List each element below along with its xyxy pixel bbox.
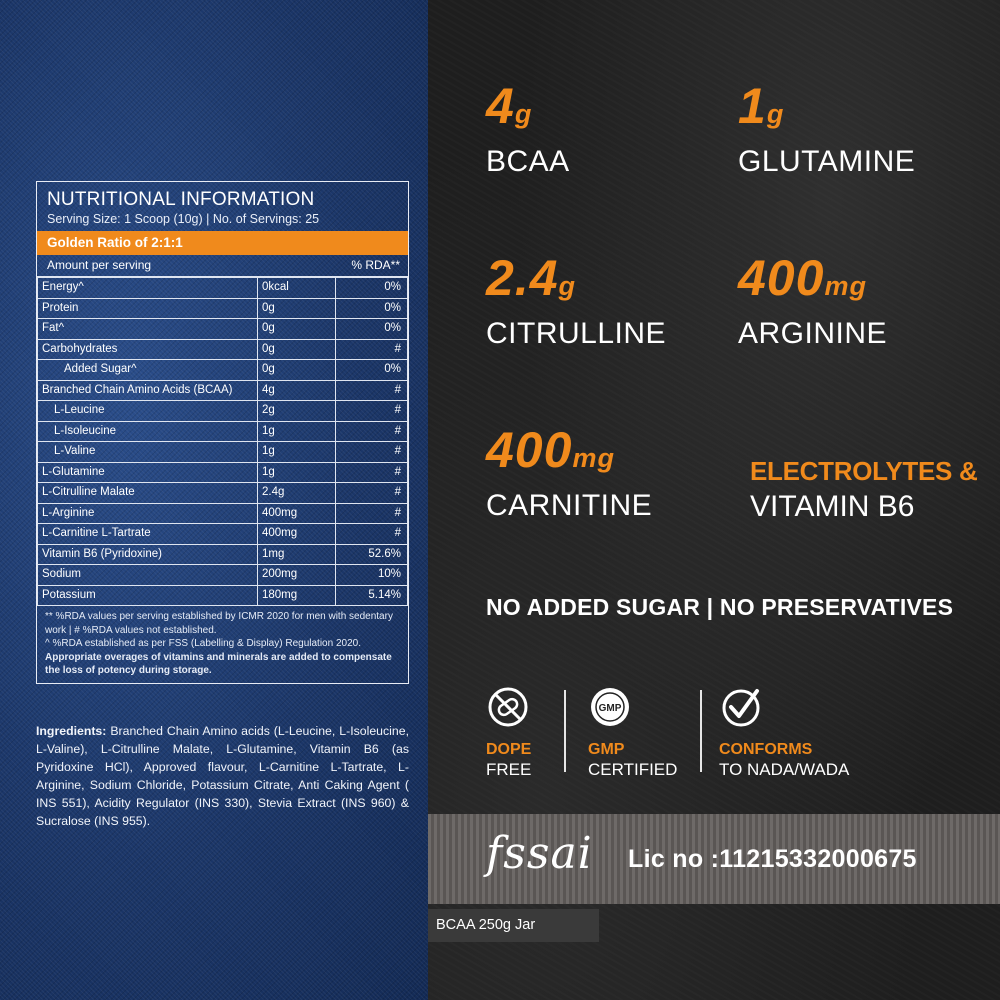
nutrient-value: 400mg xyxy=(258,524,336,545)
nutrient-rda: 5.14% xyxy=(336,585,408,606)
note-overages: Appropriate overages of vitamins and minerals are added to compensate the loss of potency during storage. xyxy=(45,651,392,676)
table-row xyxy=(38,585,408,606)
amount-header-row xyxy=(37,255,408,277)
note-fss: ^ %RDA established as per FSS (Labelling & Display) Regulation 2020. xyxy=(45,638,361,649)
nutrient-rda: # xyxy=(336,421,408,442)
nutrient-name: Carbohydrates xyxy=(38,339,258,360)
stat-number: 4 xyxy=(486,78,515,134)
fssai-logo: fssai xyxy=(486,828,593,879)
nutrient-value: 0kcal xyxy=(258,278,336,299)
nutrient-rda: # xyxy=(336,380,408,401)
table-row xyxy=(38,319,408,340)
table-row xyxy=(38,524,408,545)
nutrient-rda: # xyxy=(336,483,408,504)
nutrient-rda: 0% xyxy=(336,278,408,299)
stat-carnitine xyxy=(486,422,652,524)
nutrient-value: 180mg xyxy=(258,585,336,606)
nutrient-value: 1g xyxy=(258,421,336,442)
stat-label: BCAA xyxy=(486,145,570,178)
stat-unit: g xyxy=(558,271,577,301)
checkmark-icon xyxy=(719,685,763,729)
badge-subtitle: FREE xyxy=(486,760,532,779)
table-row xyxy=(38,360,408,381)
electrolytes-callout xyxy=(750,454,977,525)
highlights-panel xyxy=(428,0,1000,1000)
nutrient-value: 400mg xyxy=(258,503,336,524)
nutrition-table xyxy=(37,277,408,606)
nutrient-rda: 0% xyxy=(336,319,408,340)
nutrient-value: 0g xyxy=(258,319,336,340)
table-row xyxy=(38,544,408,565)
table-row xyxy=(38,421,408,442)
note-rda: ** %RDA values per serving established by ICMR 2020 for men with sedentary work | # %RDA values not established. xyxy=(45,611,393,636)
product-size-tag: BCAA 250g Jar xyxy=(428,909,599,942)
golden-ratio-banner: Golden Ratio of 2:1:1 xyxy=(37,231,408,255)
badge-subtitle: CERTIFIED xyxy=(588,760,678,779)
stat-amount xyxy=(738,250,887,314)
badge-subtitle: TO NADA/WADA xyxy=(719,760,850,779)
nutrient-value: 0g xyxy=(258,298,336,319)
nutrient-rda: # xyxy=(336,401,408,422)
nutrient-rda: # xyxy=(336,339,408,360)
nutrient-rda: # xyxy=(336,442,408,463)
stat-glutamine xyxy=(738,78,915,180)
stat-bcaa xyxy=(486,78,570,180)
nutrient-name: L-Valine xyxy=(38,442,258,463)
badge-divider xyxy=(700,690,702,772)
table-row xyxy=(38,401,408,422)
ingredients-label: Ingredients: xyxy=(36,724,107,738)
nutrient-name: Fat^ xyxy=(38,319,258,340)
nutrient-value: 200mg xyxy=(258,565,336,586)
rda-header: % RDA** xyxy=(351,258,400,272)
badge-divider xyxy=(564,690,566,772)
table-row xyxy=(38,462,408,483)
table-row xyxy=(38,565,408,586)
badge-dope-free xyxy=(486,685,531,780)
nutrient-value: 2.4g xyxy=(258,483,336,504)
nutrient-name: L-Leucine xyxy=(38,401,258,422)
nutrition-title: NUTRITIONAL INFORMATION xyxy=(47,189,315,210)
stat-number: 400 xyxy=(738,250,825,306)
nutrient-value: 0g xyxy=(258,360,336,381)
stat-amount xyxy=(738,78,915,142)
table-row xyxy=(38,298,408,319)
nutrient-value: 1mg xyxy=(258,544,336,565)
nutrient-rda: 0% xyxy=(336,298,408,319)
table-row xyxy=(38,503,408,524)
nutrient-name: Sodium xyxy=(38,565,258,586)
nutrient-name: Added Sugar^ xyxy=(38,360,258,381)
stat-unit: mg xyxy=(824,271,867,301)
stat-citrulline xyxy=(486,250,666,352)
stat-unit: mg xyxy=(572,443,615,473)
stat-amount xyxy=(486,250,666,314)
nutrient-name: L-Carnitine L-Tartrate xyxy=(38,524,258,545)
nutrient-value: 2g xyxy=(258,401,336,422)
nutrient-rda: # xyxy=(336,524,408,545)
table-row xyxy=(38,278,408,299)
nutrient-name: Energy^ xyxy=(38,278,258,299)
badge-title: CONFORMS xyxy=(719,741,813,758)
nutrition-panel xyxy=(0,0,428,1000)
product-claims: NO ADDED SUGAR | NO PRESERVATIVES xyxy=(486,594,954,620)
nutrient-rda: 0% xyxy=(336,360,408,381)
table-row xyxy=(38,442,408,463)
ingredients-text xyxy=(36,722,409,830)
nutrition-notes xyxy=(37,606,408,683)
nutrient-value: 1g xyxy=(258,462,336,483)
vitamin-b6-label: VITAMIN B6 xyxy=(750,490,915,523)
badge-title: DOPE xyxy=(486,741,532,758)
nutrient-name: Potassium xyxy=(38,585,258,606)
stat-label: CARNITINE xyxy=(486,489,653,522)
badge-title: GMP xyxy=(588,741,625,758)
nutrient-rda: # xyxy=(336,462,408,483)
fssai-license-number: Lic no :11215332000675 xyxy=(628,845,917,873)
nutrient-name: Protein xyxy=(38,298,258,319)
nutrient-rda: 10% xyxy=(336,565,408,586)
serving-info: Serving Size: 1 Scoop (10g) | No. of Servings: 25 xyxy=(47,212,320,226)
stat-amount xyxy=(486,78,570,142)
stat-unit: g xyxy=(514,99,533,129)
nutrient-value: 1g xyxy=(258,442,336,463)
table-row xyxy=(38,483,408,504)
nutrient-name: L-Isoleucine xyxy=(38,421,258,442)
stat-unit: g xyxy=(766,99,785,129)
nutrient-name: Branched Chain Amino Acids (BCAA) xyxy=(38,380,258,401)
fssai-license-bar xyxy=(428,814,1000,904)
stat-label: CITRULLINE xyxy=(486,317,667,350)
stat-amount xyxy=(486,422,652,486)
badge-nada-wada xyxy=(719,685,849,780)
gmp-icon xyxy=(588,685,632,729)
nutrient-value: 4g xyxy=(258,380,336,401)
stat-arginine xyxy=(738,250,887,352)
stat-label: ARGININE xyxy=(738,317,888,350)
nutrient-rda: # xyxy=(336,503,408,524)
nutrient-rda: 52.6% xyxy=(336,544,408,565)
nutrition-facts-box xyxy=(36,181,409,684)
ingredients-list: Branched Chain Amino acids (L-Leucine, L-Isoleucine, L-Valine), L-Citrulline Malate, L-Glutamine, Vitamin B6 (as Pyridoxine HCl), Approved flavour, L-Carnitine L-Tartrate, L-Arginine, Sodium Chloride, Potassium Citrate, Anti Caking Agent ( INS 551), Acidity Regulator (INS 330), Stevia Extract (INS 960) & Sucralose (INS 955). xyxy=(36,724,409,828)
nutrient-name: L-Glutamine xyxy=(38,462,258,483)
nutrient-value: 0g xyxy=(258,339,336,360)
amount-header: Amount per serving xyxy=(47,258,152,272)
stat-number: 1 xyxy=(738,78,767,134)
gmp-icon-text: GMP xyxy=(598,703,622,714)
dope-free-icon xyxy=(486,685,530,729)
stat-number: 400 xyxy=(486,422,573,478)
nutrient-name: Vitamin B6 (Pyridoxine) xyxy=(38,544,258,565)
nutrient-name: L-Arginine xyxy=(38,503,258,524)
table-row xyxy=(38,339,408,360)
stat-label: GLUTAMINE xyxy=(738,145,916,178)
table-row xyxy=(38,380,408,401)
electrolytes-label: ELECTROLYTES & xyxy=(750,456,978,486)
nutrient-name: L-Citrulline Malate xyxy=(38,483,258,504)
badge-gmp xyxy=(588,685,677,780)
stat-number: 2.4 xyxy=(486,250,559,306)
